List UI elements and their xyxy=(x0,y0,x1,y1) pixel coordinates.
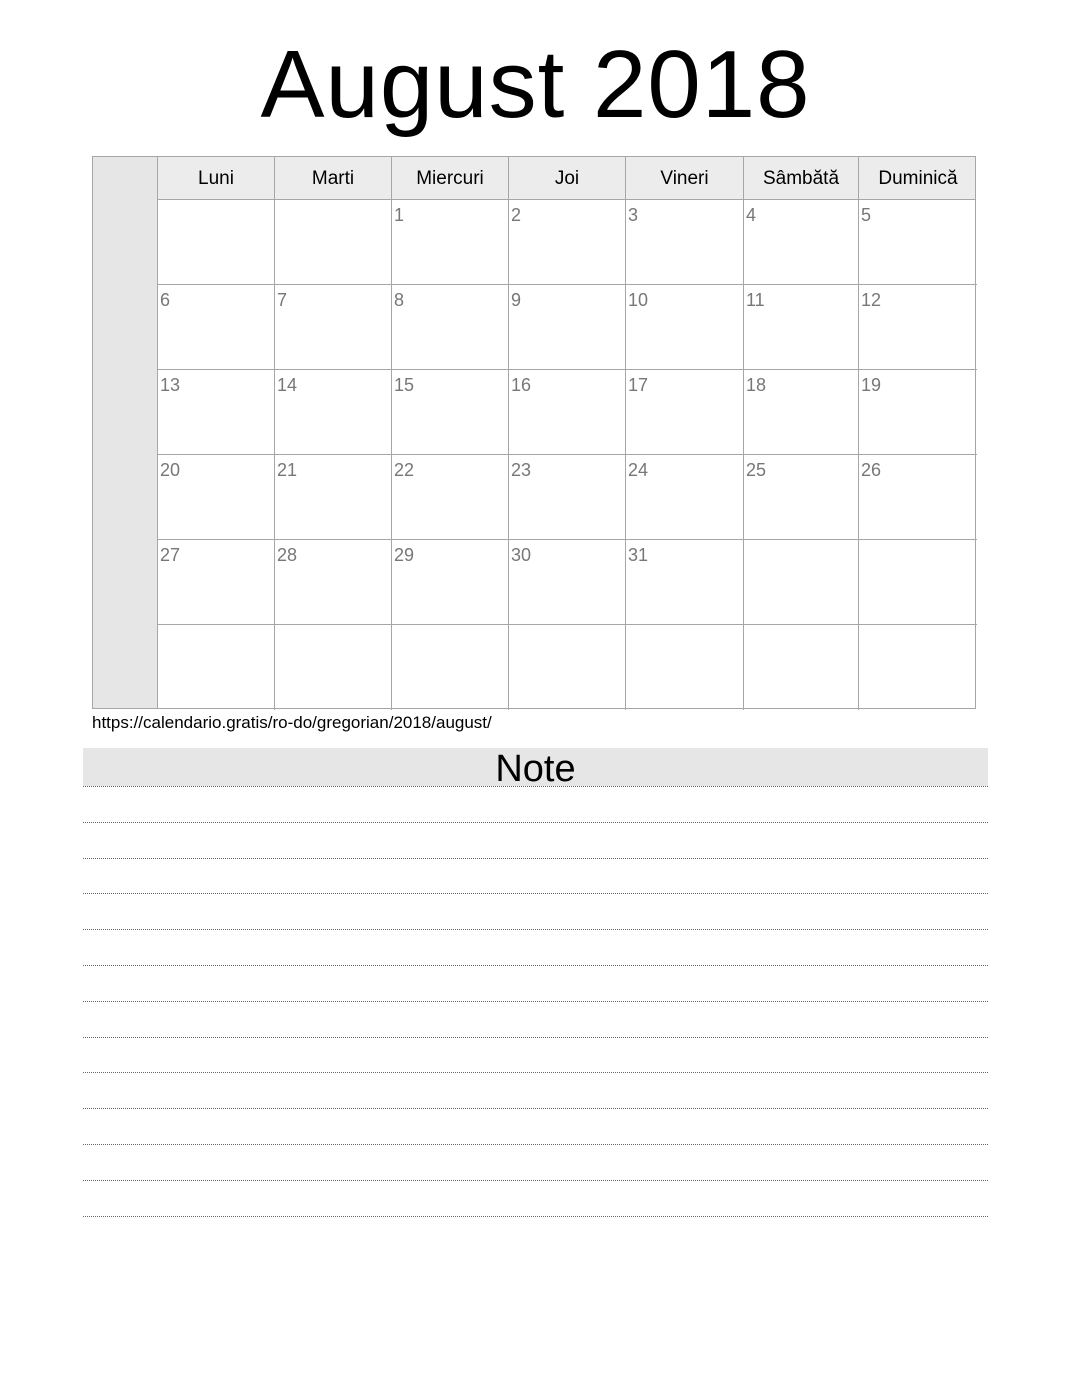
note-line xyxy=(83,786,988,787)
day-number: 13 xyxy=(160,375,181,395)
weekday-header: Sâmbătă xyxy=(744,157,859,199)
day-number: 11 xyxy=(746,290,765,310)
day-number: 2 xyxy=(511,205,522,225)
day-cell xyxy=(392,625,509,710)
day-cell xyxy=(626,625,744,710)
day-number: 1 xyxy=(394,205,405,225)
day-cell xyxy=(744,285,859,370)
weekday-header: Marti xyxy=(275,157,392,199)
note-line xyxy=(83,1144,988,1145)
day-number: 14 xyxy=(277,375,298,395)
day-cell xyxy=(158,285,275,370)
day-number: 18 xyxy=(746,375,767,395)
note-line xyxy=(83,929,988,930)
day-cell xyxy=(158,625,275,710)
day-cell xyxy=(392,455,509,540)
day-number: 5 xyxy=(861,205,872,225)
day-cell xyxy=(392,370,509,455)
day-number: 6 xyxy=(160,290,171,310)
day-number: 17 xyxy=(628,375,649,395)
day-cell xyxy=(859,370,977,455)
day-cell xyxy=(744,455,859,540)
source-url: https://calendario.gratis/ro-do/gregorian/2018/august/ xyxy=(92,713,492,732)
day-number: 7 xyxy=(277,290,288,310)
week-number-column xyxy=(93,157,158,708)
page-title: August 2018 xyxy=(260,31,811,138)
weekday-header: Luni xyxy=(158,157,275,199)
day-number: 15 xyxy=(394,375,415,395)
note-line xyxy=(83,893,988,894)
day-number: 12 xyxy=(861,290,882,310)
day-number: 16 xyxy=(511,375,532,395)
day-number: 29 xyxy=(394,545,415,565)
day-cell xyxy=(275,370,392,455)
day-cell xyxy=(626,455,744,540)
note-line xyxy=(83,965,988,966)
day-cell xyxy=(392,200,509,285)
day-cell xyxy=(275,625,392,710)
day-number: 26 xyxy=(861,460,882,480)
day-number: 23 xyxy=(511,460,532,480)
day-cell xyxy=(509,540,626,625)
note-line xyxy=(83,1037,988,1038)
day-cell xyxy=(509,285,626,370)
day-cell xyxy=(626,540,744,625)
day-cell xyxy=(275,455,392,540)
day-number: 21 xyxy=(277,460,298,480)
notes-header: Note xyxy=(83,748,988,786)
day-number: 4 xyxy=(746,205,757,225)
note-line xyxy=(83,858,988,859)
day-cell xyxy=(859,455,977,540)
day-cell xyxy=(859,625,977,710)
day-cell xyxy=(626,200,744,285)
day-number: 31 xyxy=(628,545,649,565)
day-cell xyxy=(158,200,275,285)
note-line xyxy=(83,1216,988,1217)
day-cell xyxy=(509,455,626,540)
day-cell xyxy=(392,540,509,625)
day-cell xyxy=(626,370,744,455)
day-number: 28 xyxy=(277,545,298,565)
day-cell xyxy=(158,455,275,540)
day-number: 27 xyxy=(160,545,181,565)
day-cell xyxy=(744,540,859,625)
day-number: 22 xyxy=(394,460,415,480)
calendar-grid xyxy=(92,156,976,709)
note-line xyxy=(83,1072,988,1073)
day-cell xyxy=(509,370,626,455)
note-line xyxy=(83,1001,988,1002)
day-number: 9 xyxy=(511,290,522,310)
day-cell xyxy=(744,370,859,455)
day-number: 30 xyxy=(511,545,532,565)
day-cell xyxy=(158,540,275,625)
day-cell xyxy=(509,625,626,710)
note-line xyxy=(83,1108,988,1109)
day-grid xyxy=(158,157,975,708)
weekday-header: Miercuri xyxy=(392,157,509,199)
day-number: 3 xyxy=(628,205,639,225)
day-cell xyxy=(859,200,977,285)
weekday-header: Vineri xyxy=(626,157,744,199)
day-number: 8 xyxy=(394,290,405,310)
note-line xyxy=(83,822,988,823)
day-cell xyxy=(275,540,392,625)
day-cell xyxy=(275,285,392,370)
day-cell xyxy=(275,200,392,285)
day-number: 19 xyxy=(861,375,882,395)
day-number: 10 xyxy=(628,290,649,310)
day-cell xyxy=(859,285,977,370)
day-cell xyxy=(158,370,275,455)
day-cell xyxy=(626,285,744,370)
day-number: 24 xyxy=(628,460,649,480)
weekday-header: Joi xyxy=(509,157,626,199)
day-number: 25 xyxy=(746,460,767,480)
day-cell xyxy=(859,540,977,625)
note-line xyxy=(83,1180,988,1181)
day-cell xyxy=(744,625,859,710)
weekday-header: Duminică xyxy=(878,168,958,189)
day-cell xyxy=(509,200,626,285)
day-cell xyxy=(392,285,509,370)
day-number: 20 xyxy=(160,460,181,480)
weekday-header-row xyxy=(158,157,975,200)
day-cell xyxy=(744,200,859,285)
